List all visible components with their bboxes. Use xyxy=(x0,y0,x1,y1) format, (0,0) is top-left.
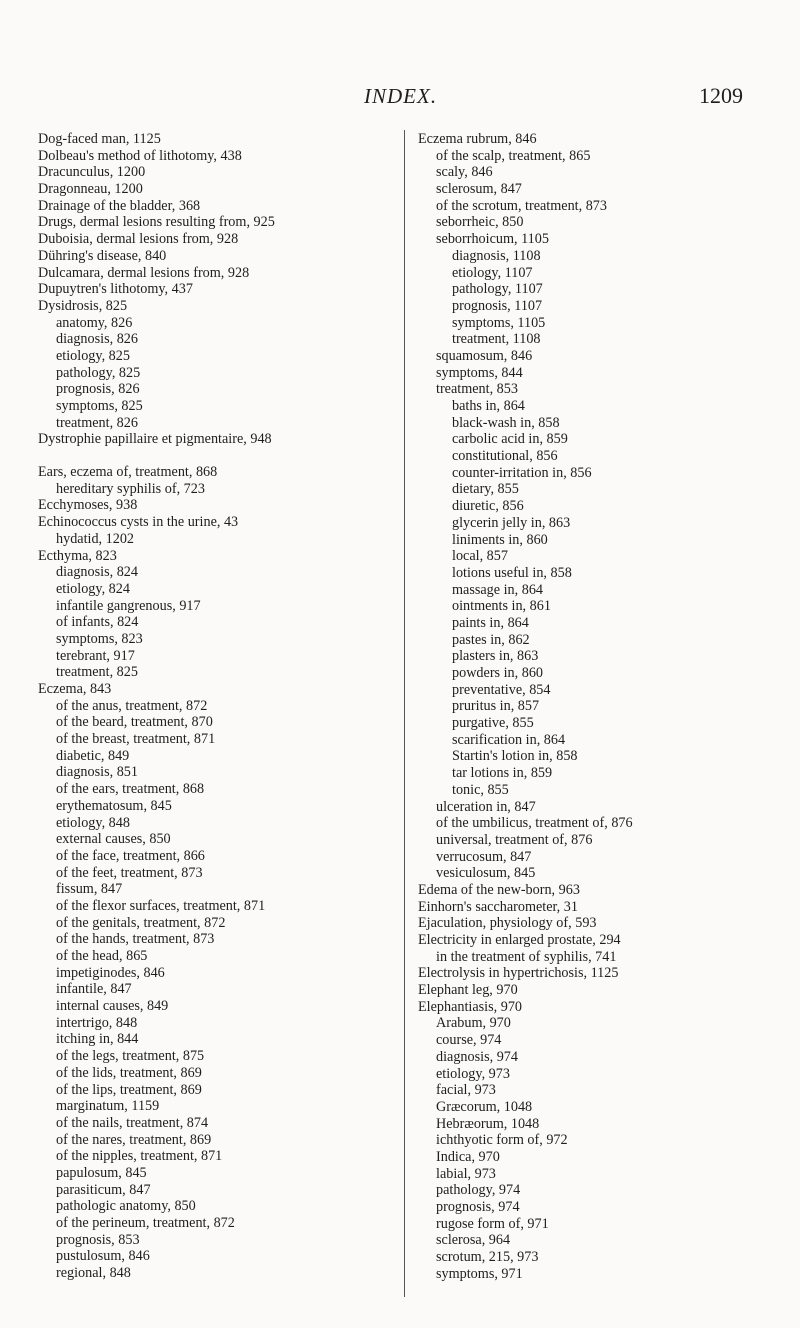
index-subentry: liniments in, 860 xyxy=(452,531,548,548)
index-subentry: diagnosis, 1108 xyxy=(452,247,541,264)
index-entry: Dolbeau's method of lithotomy, 438 xyxy=(38,147,242,164)
index-subentry: sclerosum, 847 xyxy=(436,181,522,198)
index-subentry: labial, 973 xyxy=(436,1165,496,1182)
section-gap xyxy=(38,448,388,464)
index-subentry: papulosum, 845 xyxy=(56,1164,147,1181)
index-entry: Ecchymoses, 938 xyxy=(38,497,138,514)
index-subentry: of the lips, treatment, 869 xyxy=(56,1081,202,1098)
index-entry: Eczema, 843 xyxy=(38,681,112,697)
index-entry: Dysidrosis, 825 xyxy=(38,297,128,314)
index-entry: Ears, eczema of, treatment, 868 xyxy=(38,464,218,481)
index-subentry: prognosis, 974 xyxy=(436,1199,520,1215)
index-subentry: of the legs, treatment, 875 xyxy=(56,1048,205,1065)
index-subentry: impetiginodes, 846 xyxy=(56,964,165,981)
index-subentry: diagnosis, 824 xyxy=(56,564,138,581)
index-subentry: symptoms, 825 xyxy=(56,398,143,414)
index-subentry: scaly, 846 xyxy=(436,164,493,181)
index-subentry: infantile gangrenous, 917 xyxy=(56,597,201,614)
index-subentry: pathology, 825 xyxy=(56,364,141,381)
index-subentry: tonic, 855 xyxy=(452,781,509,798)
index-entry: Echinococcus cysts in the urine, 43 xyxy=(38,514,239,531)
index-subentry: diabetic, 849 xyxy=(56,747,130,764)
index-subentry: verrucosum, 847 xyxy=(436,848,532,865)
page-number: 1209 xyxy=(699,83,743,108)
index-subentry: etiology, 1107 xyxy=(452,264,533,281)
index-subentry: diagnosis, 974 xyxy=(436,1048,518,1065)
index-subentry: seborrhoicum, 1105 xyxy=(436,231,549,248)
index-entry: Edema of the new-born, 963 xyxy=(418,881,580,898)
index-subentry: local, 857 xyxy=(452,548,508,565)
index-subentry: etiology, 825 xyxy=(56,347,130,364)
index-subentry: fissum, 847 xyxy=(56,881,123,898)
column-divider xyxy=(404,130,405,1297)
index-entry: Electricity in enlarged prostate, 294 xyxy=(418,932,621,948)
index-subentry: of the nipples, treatment, 871 xyxy=(56,1148,223,1165)
index-subentry: prognosis, 826 xyxy=(56,381,140,398)
index-subentry: infantile, 847 xyxy=(56,981,132,998)
index-entry: Duboisia, dermal lesions from, 928 xyxy=(38,231,239,248)
index-subentry: symptoms, 971 xyxy=(436,1265,523,1282)
index-subentry: baths in, 864 xyxy=(452,398,525,414)
index-subentry: preventative, 854 xyxy=(452,681,551,698)
index-subentry: symptoms, 1105 xyxy=(452,314,546,331)
index-subentry: glycerin jelly in, 863 xyxy=(452,514,571,531)
index-subentry: facial, 973 xyxy=(436,1082,496,1099)
index-subentry: counter-irritation in, 856 xyxy=(452,464,592,481)
index-subentry: of the anus, treatment, 872 xyxy=(56,697,208,714)
index-subentry: diagnosis, 826 xyxy=(56,331,138,348)
index-subentry: prognosis, 853 xyxy=(56,1231,140,1248)
index-subentry: internal causes, 849 xyxy=(56,998,169,1015)
index-subentry: of the face, treatment, 866 xyxy=(56,847,205,864)
index-subentry: scrotum, 215, 973 xyxy=(436,1249,539,1266)
index-entry: Elephant leg, 970 xyxy=(418,982,518,999)
index-entry: Dupuytren's lithotomy, 437 xyxy=(38,281,193,298)
index-subentry: anatomy, 826 xyxy=(56,314,133,331)
index-subentry: Græcorum, 1048 xyxy=(436,1098,533,1115)
index-entry: Ejaculation, physiology of, 593 xyxy=(418,915,597,932)
index-subentry: symptoms, 844 xyxy=(436,364,523,381)
index-subentry: of the hands, treatment, 873 xyxy=(56,931,215,948)
index-subentry: Indica, 970 xyxy=(436,1148,500,1165)
index-subentry: ichthyotic form of, 972 xyxy=(436,1132,568,1149)
index-subentry: ulceration in, 847 xyxy=(436,798,536,815)
index-subentry: of the perineum, treatment, 872 xyxy=(56,1215,235,1231)
index-subentry: powders in, 860 xyxy=(452,665,544,681)
index-subentry: external causes, 850 xyxy=(56,831,171,848)
index-subentry: paints in, 864 xyxy=(452,614,529,631)
index-subentry: of the ears, treatment, 868 xyxy=(56,781,205,798)
index-subentry: purgative, 855 xyxy=(452,715,534,732)
index-entry: Drainage of the bladder, 368 xyxy=(38,197,201,214)
index-subentry: erythematosum, 845 xyxy=(56,797,172,814)
page-title: INDEX. xyxy=(364,84,438,108)
index-subentry: prognosis, 1107 xyxy=(452,297,543,314)
index-subentry: symptoms, 823 xyxy=(56,630,143,647)
index-subentry: of the head, 865 xyxy=(56,948,148,964)
index-subentry: of the scalp, treatment, 865 xyxy=(436,147,591,164)
index-subentry: hereditary syphilis of, 723 xyxy=(56,480,205,497)
index-subentry: pathology, 974 xyxy=(436,1182,521,1199)
index-subentry: universal, treatment of, 876 xyxy=(436,831,593,848)
index-subentry: constitutional, 856 xyxy=(452,448,558,465)
index-subentry: etiology, 848 xyxy=(56,814,130,831)
index-entry: Einhorn's saccharometer, 31 xyxy=(418,898,578,915)
index-entry: Elephantiasis, 970 xyxy=(418,998,523,1015)
index-subentry: squamosum, 846 xyxy=(436,347,533,364)
index-subentry: black-wash in, 858 xyxy=(452,414,560,431)
index-subentry: intertrigo, 848 xyxy=(56,1014,138,1031)
index-entry: Eczema rubrum, 846 xyxy=(418,131,537,147)
index-entry: Dulcamara, dermal lesions from, 928 xyxy=(38,264,250,281)
index-subentry: regional, 848 xyxy=(56,1265,131,1282)
index-subentry: dietary, 855 xyxy=(452,481,519,498)
index-subentry: of the scrotum, treatment, 873 xyxy=(436,197,607,214)
index-subentry: Arabum, 970 xyxy=(436,1015,511,1032)
index-subentry: marginatum, 1159 xyxy=(56,1098,160,1115)
index-subentry: course, 974 xyxy=(436,1032,502,1049)
index-subentry: tar lotions in, 859 xyxy=(452,765,553,782)
index-entry: Electrolysis in hypertrichosis, 1125 xyxy=(418,965,619,982)
index-subentry: of the beard, treatment, 870 xyxy=(56,714,213,731)
index-subentry: of the lids, treatment, 869 xyxy=(56,1064,202,1081)
index-subentry: of the genitals, treatment, 872 xyxy=(56,914,226,931)
index-subentry: plasters in, 863 xyxy=(452,648,539,665)
index-subentry: Hebræorum, 1048 xyxy=(436,1115,540,1132)
index-subentry: scarification in, 864 xyxy=(452,731,566,748)
index-subentry: seborrheic, 850 xyxy=(436,214,524,231)
index-subentry: pustulosum, 846 xyxy=(56,1248,150,1265)
index-subentry: parasiticum, 847 xyxy=(56,1181,151,1198)
index-entry: Drugs, dermal lesions resulting from, 925 xyxy=(38,214,275,231)
index-subentry: treatment, 1108 xyxy=(452,331,541,348)
index-entry: Ecthyma, 823 xyxy=(38,547,117,564)
index-subentry: of the flexor surfaces, treatment, 871 xyxy=(56,897,266,914)
index-subentry: itching in, 844 xyxy=(56,1031,139,1048)
index-subentry: of infants, 824 xyxy=(56,614,139,631)
index-subentry: of the nares, treatment, 869 xyxy=(56,1131,212,1148)
index-column-left xyxy=(38,131,388,1282)
index-subentry: diuretic, 856 xyxy=(452,498,524,515)
index-subentry: of the breast, treatment, 871 xyxy=(56,731,216,748)
index-subentry: rugose form of, 971 xyxy=(436,1215,549,1232)
index-subentry: pathologic anatomy, 850 xyxy=(56,1198,196,1215)
index-subentry: ointments in, 861 xyxy=(452,598,551,615)
index-subentry: diagnosis, 851 xyxy=(56,764,138,781)
index-subentry: pathology, 1107 xyxy=(452,281,543,298)
index-subentry: of the nails, treatment, 874 xyxy=(56,1114,209,1131)
index-entry: Dracunculus, 1200 xyxy=(38,164,146,181)
index-subentry: treatment, 853 xyxy=(436,381,518,398)
index-subentry: terebrant, 917 xyxy=(56,647,135,664)
index-subentry: lotions useful in, 858 xyxy=(452,564,572,581)
index-subentry: sclerosa, 964 xyxy=(436,1232,511,1249)
index-subentry: of the feet, treatment, 873 xyxy=(56,864,203,881)
index-subentry: treatment, 825 xyxy=(56,664,138,681)
index-subentry: massage in, 864 xyxy=(452,581,544,598)
index-subentry: pastes in, 862 xyxy=(452,631,530,648)
index-subentry: pruritus in, 857 xyxy=(452,698,540,715)
index-subentry: etiology, 824 xyxy=(56,580,130,597)
index-subentry: of the umbilicus, treatment of, 876 xyxy=(436,815,633,832)
index-entry: Dog-faced man, 1125 xyxy=(38,131,161,147)
index-subentry: etiology, 973 xyxy=(436,1065,510,1082)
index-entry: Dragonneau, 1200 xyxy=(38,181,143,198)
index-subentry: hydatid, 1202 xyxy=(56,530,135,547)
index-subentry: carbolic acid in, 859 xyxy=(452,431,568,448)
index-entry: Dühring's disease, 840 xyxy=(38,247,167,264)
index-column-right xyxy=(418,131,788,1282)
index-subentry: in the treatment of syphilis, 741 xyxy=(436,948,617,965)
index-subentry: treatment, 826 xyxy=(56,414,138,431)
index-subentry: vesiculosum, 845 xyxy=(436,865,536,882)
index-entry: Dystrophie papillaire et pigmentaire, 948 xyxy=(38,431,272,448)
index-subentry: Startin's lotion in, 858 xyxy=(452,748,578,765)
